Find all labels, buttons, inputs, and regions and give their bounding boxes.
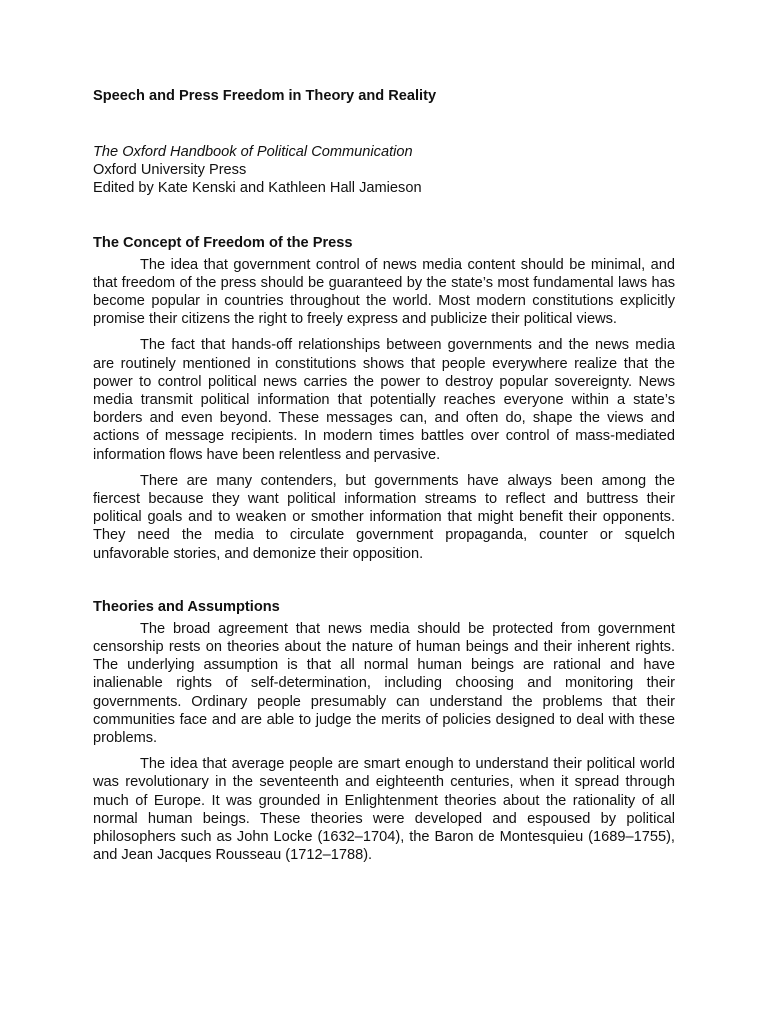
- paragraph: The idea that average people are smart enough to understand their political world was revolutionary in the seventeenth and eighteenth centuries, when it spread through much of Europe. It was grounded in Enlightenment theories about the rationality of all normal human beings. These theories were developed and espoused by political philosophers such as John Locke (1632–1704), the Baron de Montesquieu (1689–1755), and Jean Jacques Rousseau (1712–1788).: [93, 756, 675, 864]
- document-page: [93, 86, 675, 873]
- paragraph: The fact that hands-off relationships between governments and the news media are routinely mentioned in constitutions shows that people everywhere realize that the power to control political news carries the power to destroy popular sovereignty. News media transmit political information that potentially reaches everyone within a state’s borders and even beyond. These messages can, and often do, shape the views and actions of message recipients. In modern times battles over control of mass-mediated information flows have been relentless and pervasive.: [93, 337, 675, 463]
- book-citation: [93, 143, 675, 198]
- book-name: The Oxford Handbook of Political Communication: [93, 144, 413, 160]
- paragraph: The idea that government control of news media content should be minimal, and that freedom of the press should be guaranteed by the state’s most fundamental laws has become popular in countries throughout the world. Most modern constitutions explicitly promise their citizens the right to freely express and publicize their political views.: [93, 256, 675, 328]
- paragraph: The broad agreement that news media should be protected from government censorship rests on theories about the nature of human beings and their inherent rights. The underlying assumption is that all normal human beings are rational and have inalienable rights of self-determination, including choosing and monitoring their governments. Ordinary people presumably can understand the problems that their communities face and are able to judge the merits of policies designed to deal with these problems.: [93, 620, 675, 747]
- section-heading-theories: Theories and Assumptions: [93, 598, 280, 615]
- document-title: Speech and Press Freedom in Theory and Reality: [93, 88, 437, 104]
- book-editors: Edited by Kate Kenski and Kathleen Hall Jamieson: [93, 180, 422, 197]
- paragraph: There are many contenders, but governments have always been among the fiercest because they want political information streams to reflect and buttress their political goals and to weaken or smother information that might benefit their opponents. They need the media to circulate government propaganda, counter or squelch unfavorable stories, and demonize their opposition.: [93, 472, 675, 562]
- book-publisher: Oxford University Press: [93, 162, 247, 179]
- section-heading-concept: The Concept of Freedom of the Press: [93, 234, 353, 251]
